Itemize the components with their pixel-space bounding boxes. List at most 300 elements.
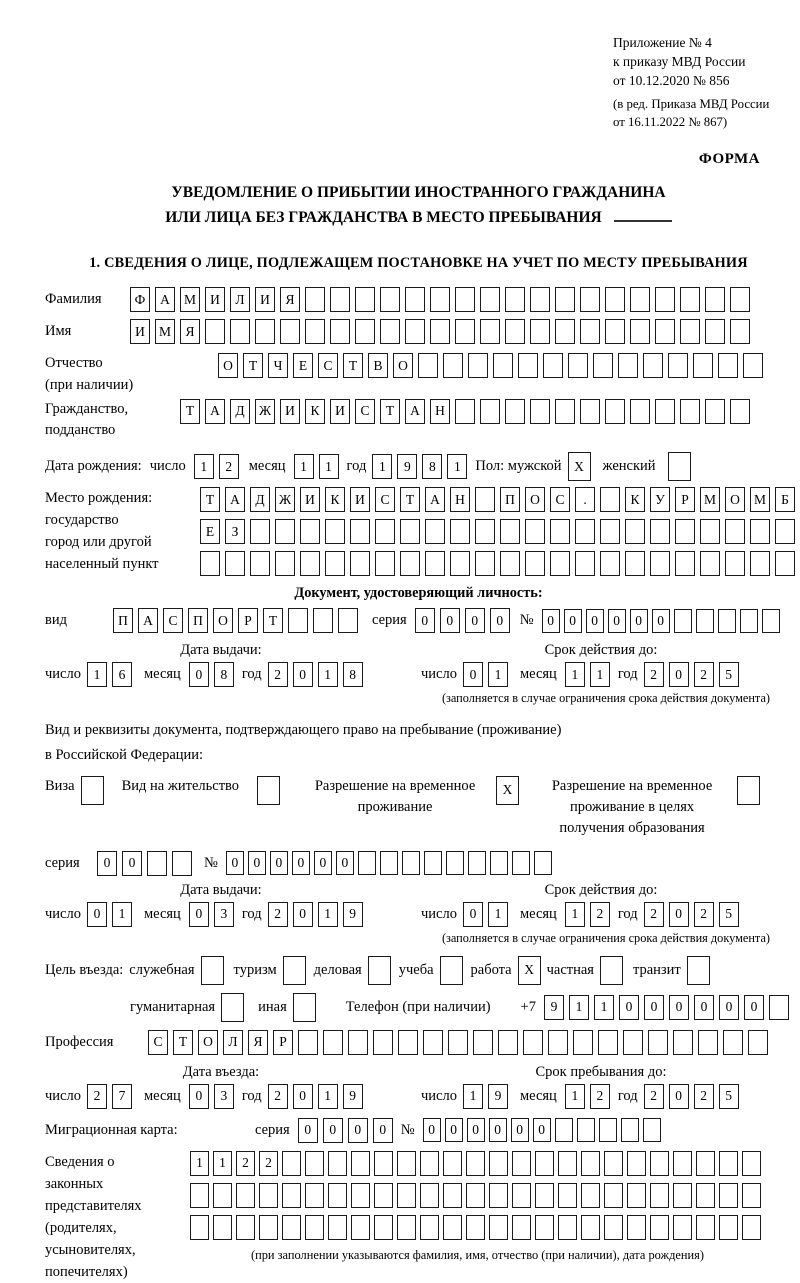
- purpose-row2: [45, 993, 792, 1022]
- form-cell: [769, 995, 789, 1020]
- form-cell: [693, 353, 713, 378]
- form-cell: [288, 608, 308, 633]
- form-cell: [355, 287, 375, 312]
- expiry-date-group: [421, 882, 781, 927]
- form-cell: [581, 1215, 600, 1240]
- form-cell: [325, 519, 345, 544]
- form-cell: [418, 353, 438, 378]
- form-cell: [374, 1183, 393, 1208]
- edition-line: (в ред. Приказа МВД России: [613, 96, 770, 111]
- form-cell: З: [225, 519, 245, 544]
- form-cell: [575, 519, 595, 544]
- form-cell: 1: [463, 1084, 483, 1109]
- form-cell: [380, 287, 400, 312]
- issue-year-cells: [268, 902, 363, 927]
- form-cell: И: [350, 487, 370, 512]
- migration-card-row: [45, 1118, 792, 1143]
- form-cell: [448, 1030, 468, 1055]
- form-cell: 0: [463, 662, 483, 687]
- form-cell: [696, 1215, 715, 1240]
- form-cell: 1: [194, 454, 214, 479]
- form-cell: 0: [490, 608, 510, 633]
- form-cell: [443, 1183, 462, 1208]
- entry-date-heading: Дата въезда:: [182, 1063, 260, 1080]
- form-cell: [230, 319, 250, 344]
- stay-until-heading: Срок пребывания до:: [535, 1063, 667, 1080]
- edu-permit-option: [537, 776, 760, 839]
- form-cell: [300, 551, 320, 576]
- form-cell: [351, 1183, 370, 1208]
- form-cell: [172, 851, 192, 876]
- form-cell: 8: [422, 454, 442, 479]
- form-cell: Т: [263, 608, 283, 633]
- form-cell: С: [148, 1030, 168, 1055]
- month-label: месяц: [248, 458, 286, 475]
- form-cell: [450, 519, 470, 544]
- form-cell: [604, 1183, 623, 1208]
- form-cell: 1: [565, 902, 585, 927]
- form-cell: Н: [430, 399, 450, 424]
- form-cell: [512, 1215, 531, 1240]
- form-cell: [600, 551, 620, 576]
- temp-permit-label: Разрешение на временное проживание: [314, 777, 476, 815]
- form-cell: Е: [200, 519, 220, 544]
- form-cell: [350, 519, 370, 544]
- form-cell: [535, 1183, 554, 1208]
- form-cell: [473, 1030, 493, 1055]
- form-cell: [512, 851, 530, 875]
- form-cell: [480, 399, 500, 424]
- form-cell: К: [325, 487, 345, 512]
- purpose-option: служебная: [129, 956, 223, 985]
- form-cell: [480, 287, 500, 312]
- form-cell: [505, 287, 525, 312]
- form-cell: 3: [214, 1084, 234, 1109]
- residence-doc-options: [45, 776, 792, 839]
- stay-day-cells: [463, 1084, 508, 1109]
- form-cell: [650, 519, 670, 544]
- issue-day-cells: [87, 902, 132, 927]
- phone-cells: [544, 995, 789, 1020]
- form-cell: [282, 1215, 301, 1240]
- form-cell: [443, 353, 463, 378]
- form-cell: Т: [380, 399, 400, 424]
- representatives-row2-cells: [190, 1183, 765, 1208]
- form-cell: [298, 1030, 318, 1055]
- form-cell: Ж: [255, 399, 275, 424]
- form-title-line2: ИЛИ ЛИЦА БЕЗ ГРАЖДАНСТВА В МЕСТО ПРЕБЫВАНИЯ: [45, 206, 792, 231]
- form-cell: [618, 353, 638, 378]
- issue-date-heading: Дата выдачи:: [180, 642, 262, 659]
- form-cell: [523, 1030, 543, 1055]
- form-cell: [673, 1183, 692, 1208]
- form-cell: [398, 1030, 418, 1055]
- stay-year-cells: [644, 1084, 739, 1109]
- form-cell: Н: [450, 487, 470, 512]
- form-cell: [489, 1151, 508, 1176]
- form-cell: И: [280, 399, 300, 424]
- form-cell: [696, 1151, 715, 1176]
- form-cell: [525, 519, 545, 544]
- profession-row: [45, 1030, 792, 1055]
- representatives-rows: [190, 1151, 765, 1263]
- form-cell: 2: [268, 662, 288, 687]
- form-cell: 0: [348, 1118, 368, 1143]
- form-cell: Я: [280, 287, 300, 312]
- form-cell: 1: [488, 902, 508, 927]
- year-label: год: [241, 1087, 262, 1104]
- sex-female-checkbox: [668, 452, 691, 481]
- form-cell: И: [130, 319, 150, 344]
- form-cell: [558, 1183, 577, 1208]
- form-cell: 1: [372, 454, 392, 479]
- form-cell: [280, 319, 300, 344]
- form-cell: 9: [544, 995, 564, 1020]
- month-label: месяц: [143, 666, 181, 683]
- form-cell: [466, 1151, 485, 1176]
- doc-kind-label: вид: [45, 612, 67, 629]
- form-cell: [543, 353, 563, 378]
- form-cell: [705, 399, 725, 424]
- month-label: месяц: [143, 905, 181, 922]
- section1-heading: 1. СВЕДЕНИЯ О ЛИЦЕ, ПОДЛЕЖАЩЕМ ПОСТАНОВКЕ НА УЧЕТ ПО МЕСТУ ПРЕБЫВАНИЯ: [89, 255, 748, 272]
- form-cell: [696, 1183, 715, 1208]
- form-cell: [443, 1215, 462, 1240]
- form-cell: Р: [675, 487, 695, 512]
- form-cell: [275, 519, 295, 544]
- form-cell: А: [425, 487, 445, 512]
- form-title: [45, 181, 792, 231]
- form-cell: [489, 1215, 508, 1240]
- migration-series-label: серия: [255, 1121, 290, 1138]
- citizenship-cells: [180, 399, 750, 424]
- form-cell: [718, 353, 738, 378]
- purpose-other-checkbox: [293, 993, 316, 1022]
- form-cell: 0: [608, 609, 626, 633]
- form-cell: Т: [400, 487, 420, 512]
- expiry-day-cells: [463, 662, 508, 687]
- form-cell: 1: [294, 454, 314, 479]
- form-cell: [493, 353, 513, 378]
- form-cell: [500, 519, 520, 544]
- form-cell: [623, 1030, 643, 1055]
- form-cell: [368, 956, 391, 985]
- form-cell: К: [625, 487, 645, 512]
- form-cell: [500, 551, 520, 576]
- form-cell: [328, 1183, 347, 1208]
- form-cell: [455, 399, 475, 424]
- form-cell: [648, 1030, 668, 1055]
- form-cell: [530, 399, 550, 424]
- form-cell: 0: [669, 902, 689, 927]
- visa-option: [45, 776, 104, 805]
- form-cell: 0: [336, 851, 354, 875]
- form-cell: [250, 551, 270, 576]
- residence-series-cells: [97, 851, 192, 876]
- form-cell: [558, 1151, 577, 1176]
- edition-line: от 16.11.2022 № 867): [613, 114, 728, 129]
- form-cell: [475, 487, 495, 512]
- form-cell: [236, 1183, 255, 1208]
- month-label: месяц: [519, 1087, 557, 1104]
- form-cell: [687, 956, 710, 985]
- form-cell: [430, 319, 450, 344]
- form-cell: [650, 1183, 669, 1208]
- form-cell: А: [138, 608, 158, 633]
- form-cell: [680, 319, 700, 344]
- form-cell: [643, 1118, 661, 1142]
- form-cell: 2: [590, 902, 610, 927]
- form-cell: [351, 1215, 370, 1240]
- form-cell: С: [550, 487, 570, 512]
- surname-row: [45, 287, 792, 312]
- form-cell: [282, 1151, 301, 1176]
- form-cell: [530, 319, 550, 344]
- form-cell: [668, 452, 691, 481]
- residence-permit-option: [122, 776, 280, 805]
- surname-label: Фамилия: [45, 291, 102, 308]
- form-cell: [489, 1183, 508, 1208]
- form-cell: 1: [87, 662, 107, 687]
- form-cell: [674, 609, 692, 633]
- year-label: год: [617, 905, 638, 922]
- form-cell: [568, 353, 588, 378]
- form-cell: [719, 1183, 738, 1208]
- expiry-month-cells: [565, 902, 610, 927]
- birthplace-row2-cells: [200, 519, 795, 544]
- expiry-date-heading: Срок действия до:: [544, 881, 658, 898]
- form-cell: [373, 1030, 393, 1055]
- form-cell: [81, 776, 104, 805]
- birthplace-labels: Место рождения: государство город или другой населенный пункт: [45, 490, 159, 573]
- form-cell: С: [163, 608, 183, 633]
- form-cell: [330, 319, 350, 344]
- form-cell: 2: [590, 1084, 610, 1109]
- form-cell: 2: [694, 1084, 714, 1109]
- identity-doc-note: (заполняется в случае ограничения срока действия документа): [441, 691, 770, 706]
- form-cell: 0: [298, 1118, 318, 1143]
- identity-doc-dates: [45, 642, 792, 687]
- form-cell: О: [198, 1030, 218, 1055]
- form-cell: 0: [122, 851, 142, 876]
- form-cell: [213, 1183, 232, 1208]
- form-cell: [700, 551, 720, 576]
- form-cell: 1: [590, 662, 610, 687]
- form-cell: [213, 1215, 232, 1240]
- form-cell: X: [496, 776, 519, 805]
- form-cell: 0: [465, 608, 485, 633]
- form-cell: [259, 1215, 278, 1240]
- form-cell: [575, 551, 595, 576]
- form-cell: 0: [644, 995, 664, 1020]
- form-cell: 8: [343, 662, 363, 687]
- patronymic-cells: [218, 353, 763, 378]
- form-cell: 2: [268, 1084, 288, 1109]
- form-cell: [425, 551, 445, 576]
- form-cell: [325, 551, 345, 576]
- form-cell: 9: [488, 1084, 508, 1109]
- form-cell: [605, 287, 625, 312]
- form-cell: 5: [719, 662, 739, 687]
- form-cell: [627, 1215, 646, 1240]
- form-cell: [450, 551, 470, 576]
- form-cell: [725, 519, 745, 544]
- form-cell: 7: [112, 1084, 132, 1109]
- purpose-option: туризм: [234, 956, 306, 985]
- form-cell: [650, 551, 670, 576]
- form-cell: [743, 353, 763, 378]
- form-cell: 1: [319, 454, 339, 479]
- form-cell: [236, 1215, 255, 1240]
- form-cell: [730, 399, 750, 424]
- day-label: число: [45, 1087, 81, 1104]
- form-cell: Р: [273, 1030, 293, 1055]
- citizenship-label: Гражданство, подданство: [45, 400, 129, 439]
- patronymic-label: Отчество (при наличии): [45, 355, 134, 393]
- form-cell: Ф: [130, 287, 150, 312]
- form-cell: 9: [343, 1084, 363, 1109]
- form-cell: [605, 399, 625, 424]
- purpose-commercial-checkbox: [368, 956, 391, 985]
- form-cell: 2: [87, 1084, 107, 1109]
- form-cell: [282, 1183, 301, 1208]
- birthplace-row1-cells: [200, 487, 795, 512]
- form-cell: О: [213, 608, 233, 633]
- form-cell: 5: [719, 902, 739, 927]
- form-cell: [696, 609, 714, 633]
- expiry-year-cells: [644, 902, 739, 927]
- form-cell: 0: [415, 608, 435, 633]
- representatives-labels: Сведения о законных представителях (родителях, усыновителях, попечителях): [45, 1153, 142, 1280]
- form-cell: [535, 1151, 554, 1176]
- form-cell: [380, 851, 398, 875]
- form-cell: [512, 1151, 531, 1176]
- form-cell: [374, 1215, 393, 1240]
- form-cell: [338, 608, 358, 633]
- form-cell: 9: [343, 902, 363, 927]
- form-cell: 0: [719, 995, 739, 1020]
- form-cell: [250, 519, 270, 544]
- form-cell: 0: [669, 1084, 689, 1109]
- day-label: число: [421, 666, 457, 683]
- form-cell: [680, 399, 700, 424]
- birthdate-sex-row: [45, 452, 792, 481]
- migration-number-label: №: [400, 1121, 415, 1138]
- form-cell: 1: [112, 902, 132, 927]
- form-cell: [375, 519, 395, 544]
- patronymic-row: [45, 353, 792, 397]
- form-cell: 0: [511, 1118, 529, 1142]
- temp-permit-checkbox: [496, 776, 519, 805]
- form-title-line1: УВЕДОМЛЕНИЕ О ПРИБЫТИИ ИНОСТРАННОГО ГРАЖДАНИНА: [171, 184, 666, 202]
- form-cell: И: [330, 399, 350, 424]
- form-cell: 5: [719, 1084, 739, 1109]
- form-cell: М: [700, 487, 720, 512]
- residence-series-label: серия: [45, 854, 80, 871]
- issue-date-group: [45, 882, 397, 927]
- month-label: месяц: [519, 666, 557, 683]
- form-cell: [548, 1030, 568, 1055]
- form-cell: 0: [293, 1084, 313, 1109]
- form-cell: [443, 1151, 462, 1176]
- annex-line: к приказу МВД России: [613, 53, 746, 69]
- form-cell: Т: [180, 399, 200, 424]
- birth-day-cells: [194, 454, 239, 479]
- form-cell: [625, 551, 645, 576]
- form-cell: 0: [293, 662, 313, 687]
- expiry-date-heading: Срок действия до:: [544, 642, 658, 659]
- purpose-option: деловая: [314, 956, 391, 985]
- form-cell: 2: [694, 662, 714, 687]
- day-label: число: [421, 905, 457, 922]
- form-cell: X: [518, 956, 541, 985]
- form-cell: [673, 1151, 692, 1176]
- form-cell: П: [188, 608, 208, 633]
- form-cell: [283, 956, 306, 985]
- form-cell: 2: [236, 1151, 255, 1176]
- entry-day-cells: [87, 1084, 132, 1109]
- form-cell: [604, 1215, 623, 1240]
- form-cell: [498, 1030, 518, 1055]
- stay-until-group: [421, 1064, 781, 1109]
- month-label: месяц: [519, 905, 557, 922]
- form-cell: [762, 609, 780, 633]
- form-cell: 0: [270, 851, 288, 875]
- form-cell: [259, 1183, 278, 1208]
- form-cell: 0: [314, 851, 332, 875]
- form-cell: И: [300, 487, 320, 512]
- form-cell: [775, 519, 795, 544]
- identity-doc-heading: Документ, удостоверяющий личность:: [294, 585, 543, 602]
- doc-number-label: №: [519, 612, 534, 629]
- form-cell: В: [368, 353, 388, 378]
- forma-label: ФОРМА: [698, 151, 760, 168]
- year-label: год: [241, 666, 262, 683]
- form-cell: [423, 1030, 443, 1055]
- form-cell: [737, 776, 760, 805]
- form-cell: [397, 1151, 416, 1176]
- form-cell: О: [393, 353, 413, 378]
- visa-checkbox: [81, 776, 104, 805]
- form-cell: Е: [293, 353, 313, 378]
- form-cell: [655, 287, 675, 312]
- form-cell: [573, 1030, 593, 1055]
- form-cell: [555, 1118, 573, 1142]
- form-cell: О: [525, 487, 545, 512]
- form-cell: У: [650, 487, 670, 512]
- form-cell: 0: [226, 851, 244, 875]
- form-cell: 1: [190, 1151, 209, 1176]
- form-cell: [468, 353, 488, 378]
- form-cell: [742, 1151, 761, 1176]
- form-cell: 0: [489, 1118, 507, 1142]
- form-cell: [420, 1151, 439, 1176]
- form-cell: Д: [250, 487, 270, 512]
- form-cell: [577, 1118, 595, 1142]
- issue-date-group: [45, 642, 397, 687]
- residence-doc-intro: Вид и реквизиты документа, подтверждающего право на пребывание (проживание) в Российской Федерации:: [45, 722, 562, 764]
- issue-year-cells: [268, 662, 363, 687]
- form-cell: 2: [644, 1084, 664, 1109]
- residence-doc-dates: [45, 882, 792, 927]
- form-cell: П: [500, 487, 520, 512]
- form-cell: [293, 993, 316, 1022]
- form-cell: [550, 519, 570, 544]
- form-cell: 0: [97, 851, 117, 876]
- profession-label: Профессия: [45, 1033, 114, 1050]
- form-cell: [630, 399, 650, 424]
- form-cell: 2: [259, 1151, 278, 1176]
